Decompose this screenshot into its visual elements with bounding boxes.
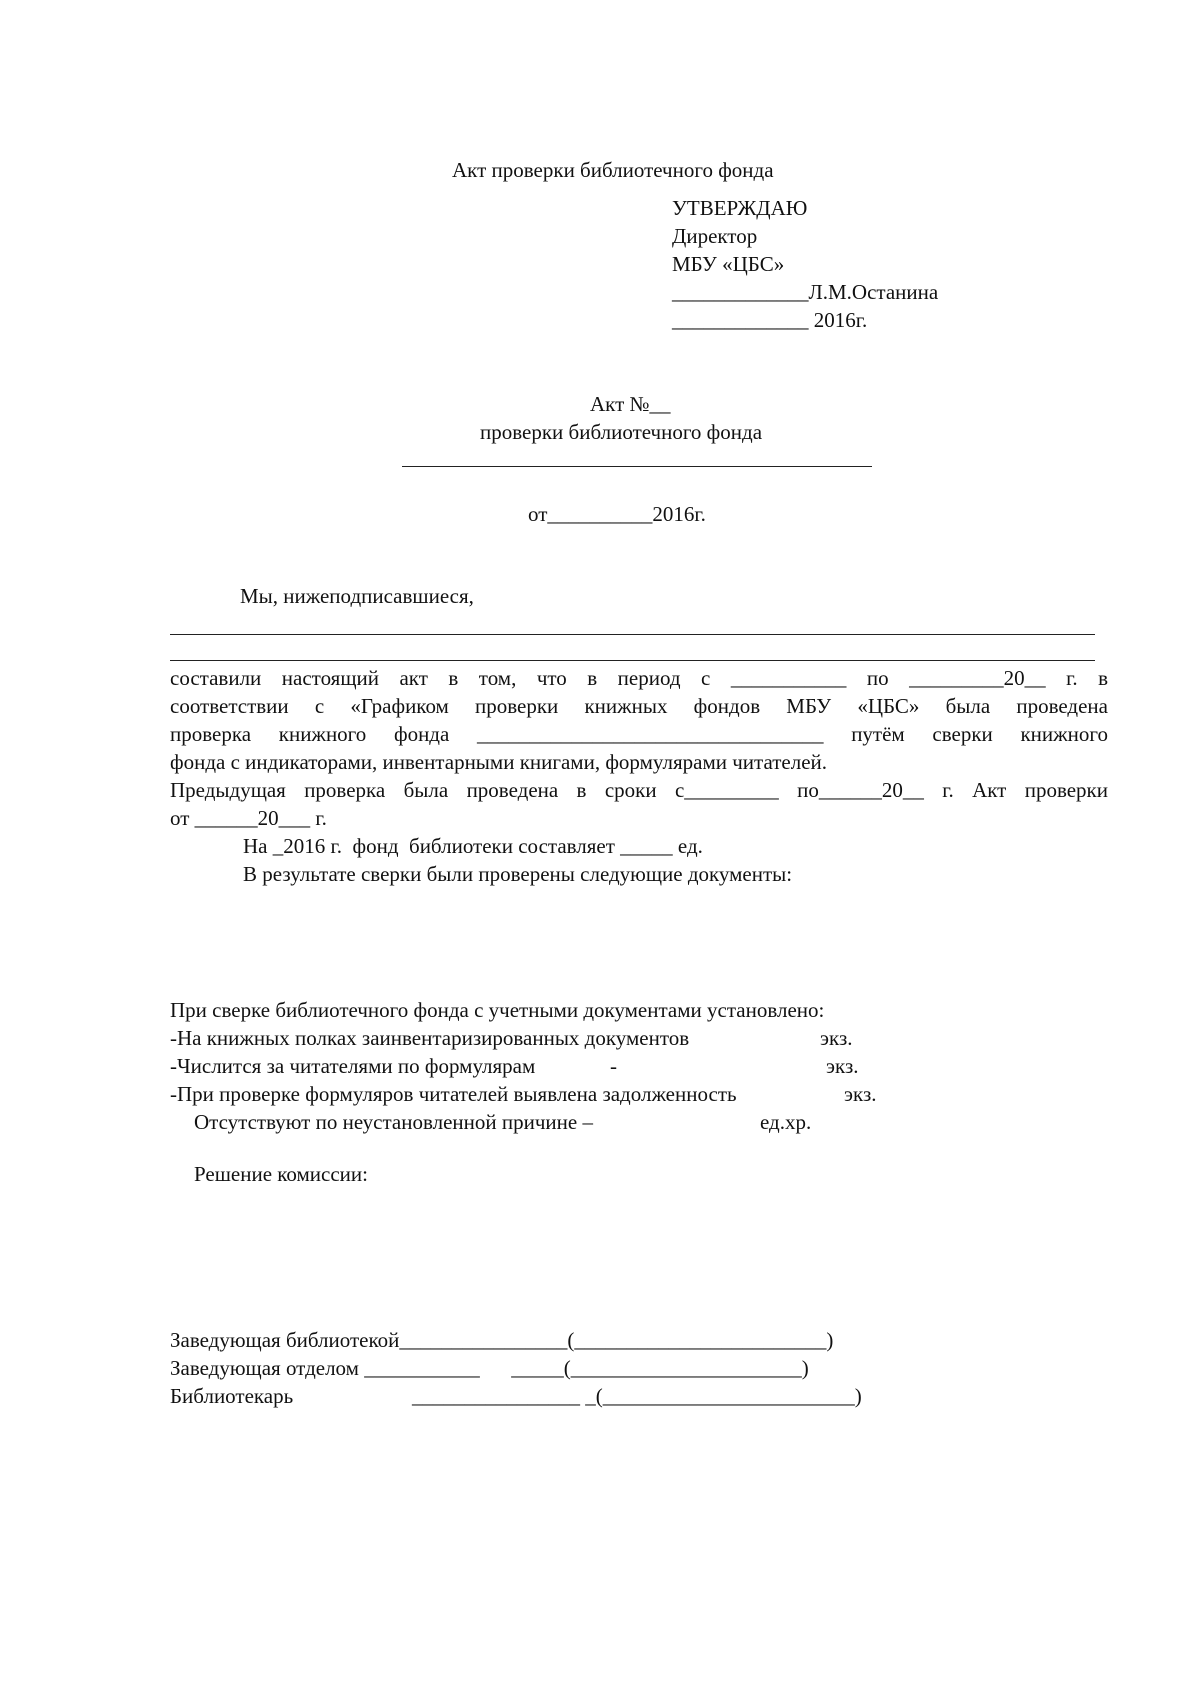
document-title: Акт проверки библиотечного фонда bbox=[452, 158, 774, 182]
signature-row-department-head: Заведующая отделом ___________ _____(______________________) bbox=[170, 1356, 809, 1380]
paragraph-3: На _2016 г. фонд библиотеки составляет _____ ед. bbox=[243, 834, 703, 858]
approval-position: Директор bbox=[672, 224, 758, 248]
findings-intro: При сверке библиотечного фонда с учетными документами установлено: bbox=[170, 998, 825, 1022]
approval-heading: УТВЕРЖДАЮ bbox=[672, 196, 808, 220]
finding-4-unit: ед.хр. bbox=[760, 1110, 812, 1134]
finding-1-label: -На книжных полках заинвентаризированных документов bbox=[170, 1026, 690, 1050]
signature-row-librarian-label: Библиотекарь bbox=[170, 1384, 294, 1408]
approval-date-line: _____________ 2016г. bbox=[672, 308, 868, 332]
participants-blank-1 bbox=[170, 634, 1095, 635]
signature-row-head-librarian: Заведующая библиотекой________________(________________________) bbox=[170, 1328, 834, 1352]
finding-2-unit: экз. bbox=[826, 1054, 859, 1078]
paragraph-1-line-2: соответствии с «Графиком проверки книжных фондов МБУ «ЦБС» была проведена bbox=[170, 694, 1108, 718]
act-date: от__________2016г. bbox=[528, 502, 706, 526]
approval-signature-line: _____________Л.М.Останина bbox=[672, 280, 939, 304]
paragraph-2-line-1: Предыдущая проверка была проведена в сроки с_________ по______20__ г. Акт проверки bbox=[170, 778, 1108, 802]
participants-blank-2 bbox=[170, 660, 1095, 661]
paragraph-1-line-4: фонда с индикаторами, инвентарными книгами, формулярами читателей. bbox=[170, 750, 828, 774]
finding-3-unit: экз. bbox=[844, 1082, 877, 1106]
act-number: Акт №__ bbox=[590, 392, 671, 416]
act-subtitle: проверки библиотечного фонда bbox=[480, 420, 763, 444]
finding-2-dash: - bbox=[610, 1054, 617, 1078]
finding-3-label: -При проверке формуляров читателей выявлена задолженность bbox=[170, 1082, 737, 1106]
act-underline bbox=[402, 466, 872, 467]
approval-org: МБУ «ЦБС» bbox=[672, 252, 785, 276]
paragraph-1-line-3: проверка книжного фонда _________________________________ путём сверки книжного bbox=[170, 722, 1108, 746]
signature-row-librarian-fill: ________________ _(________________________) bbox=[412, 1384, 862, 1408]
paragraph-1-line-1: составили настоящий акт в том, что в период с ___________ по _________20__ г. в bbox=[170, 666, 1108, 690]
finding-2-label: -Числится за читателями по формулярам bbox=[170, 1054, 536, 1078]
finding-1-unit: экз. bbox=[820, 1026, 853, 1050]
commission-decision: Решение комиссии: bbox=[194, 1162, 368, 1186]
paragraph-2-line-2: от ______20___ г. bbox=[170, 806, 327, 830]
finding-4-label: Отсутствуют по неустановленной причине – bbox=[194, 1110, 593, 1134]
intro-line: Мы, нижеподписавшиеся, bbox=[240, 584, 474, 608]
paragraph-4: В результате сверки были проверены следующие документы: bbox=[243, 862, 793, 886]
